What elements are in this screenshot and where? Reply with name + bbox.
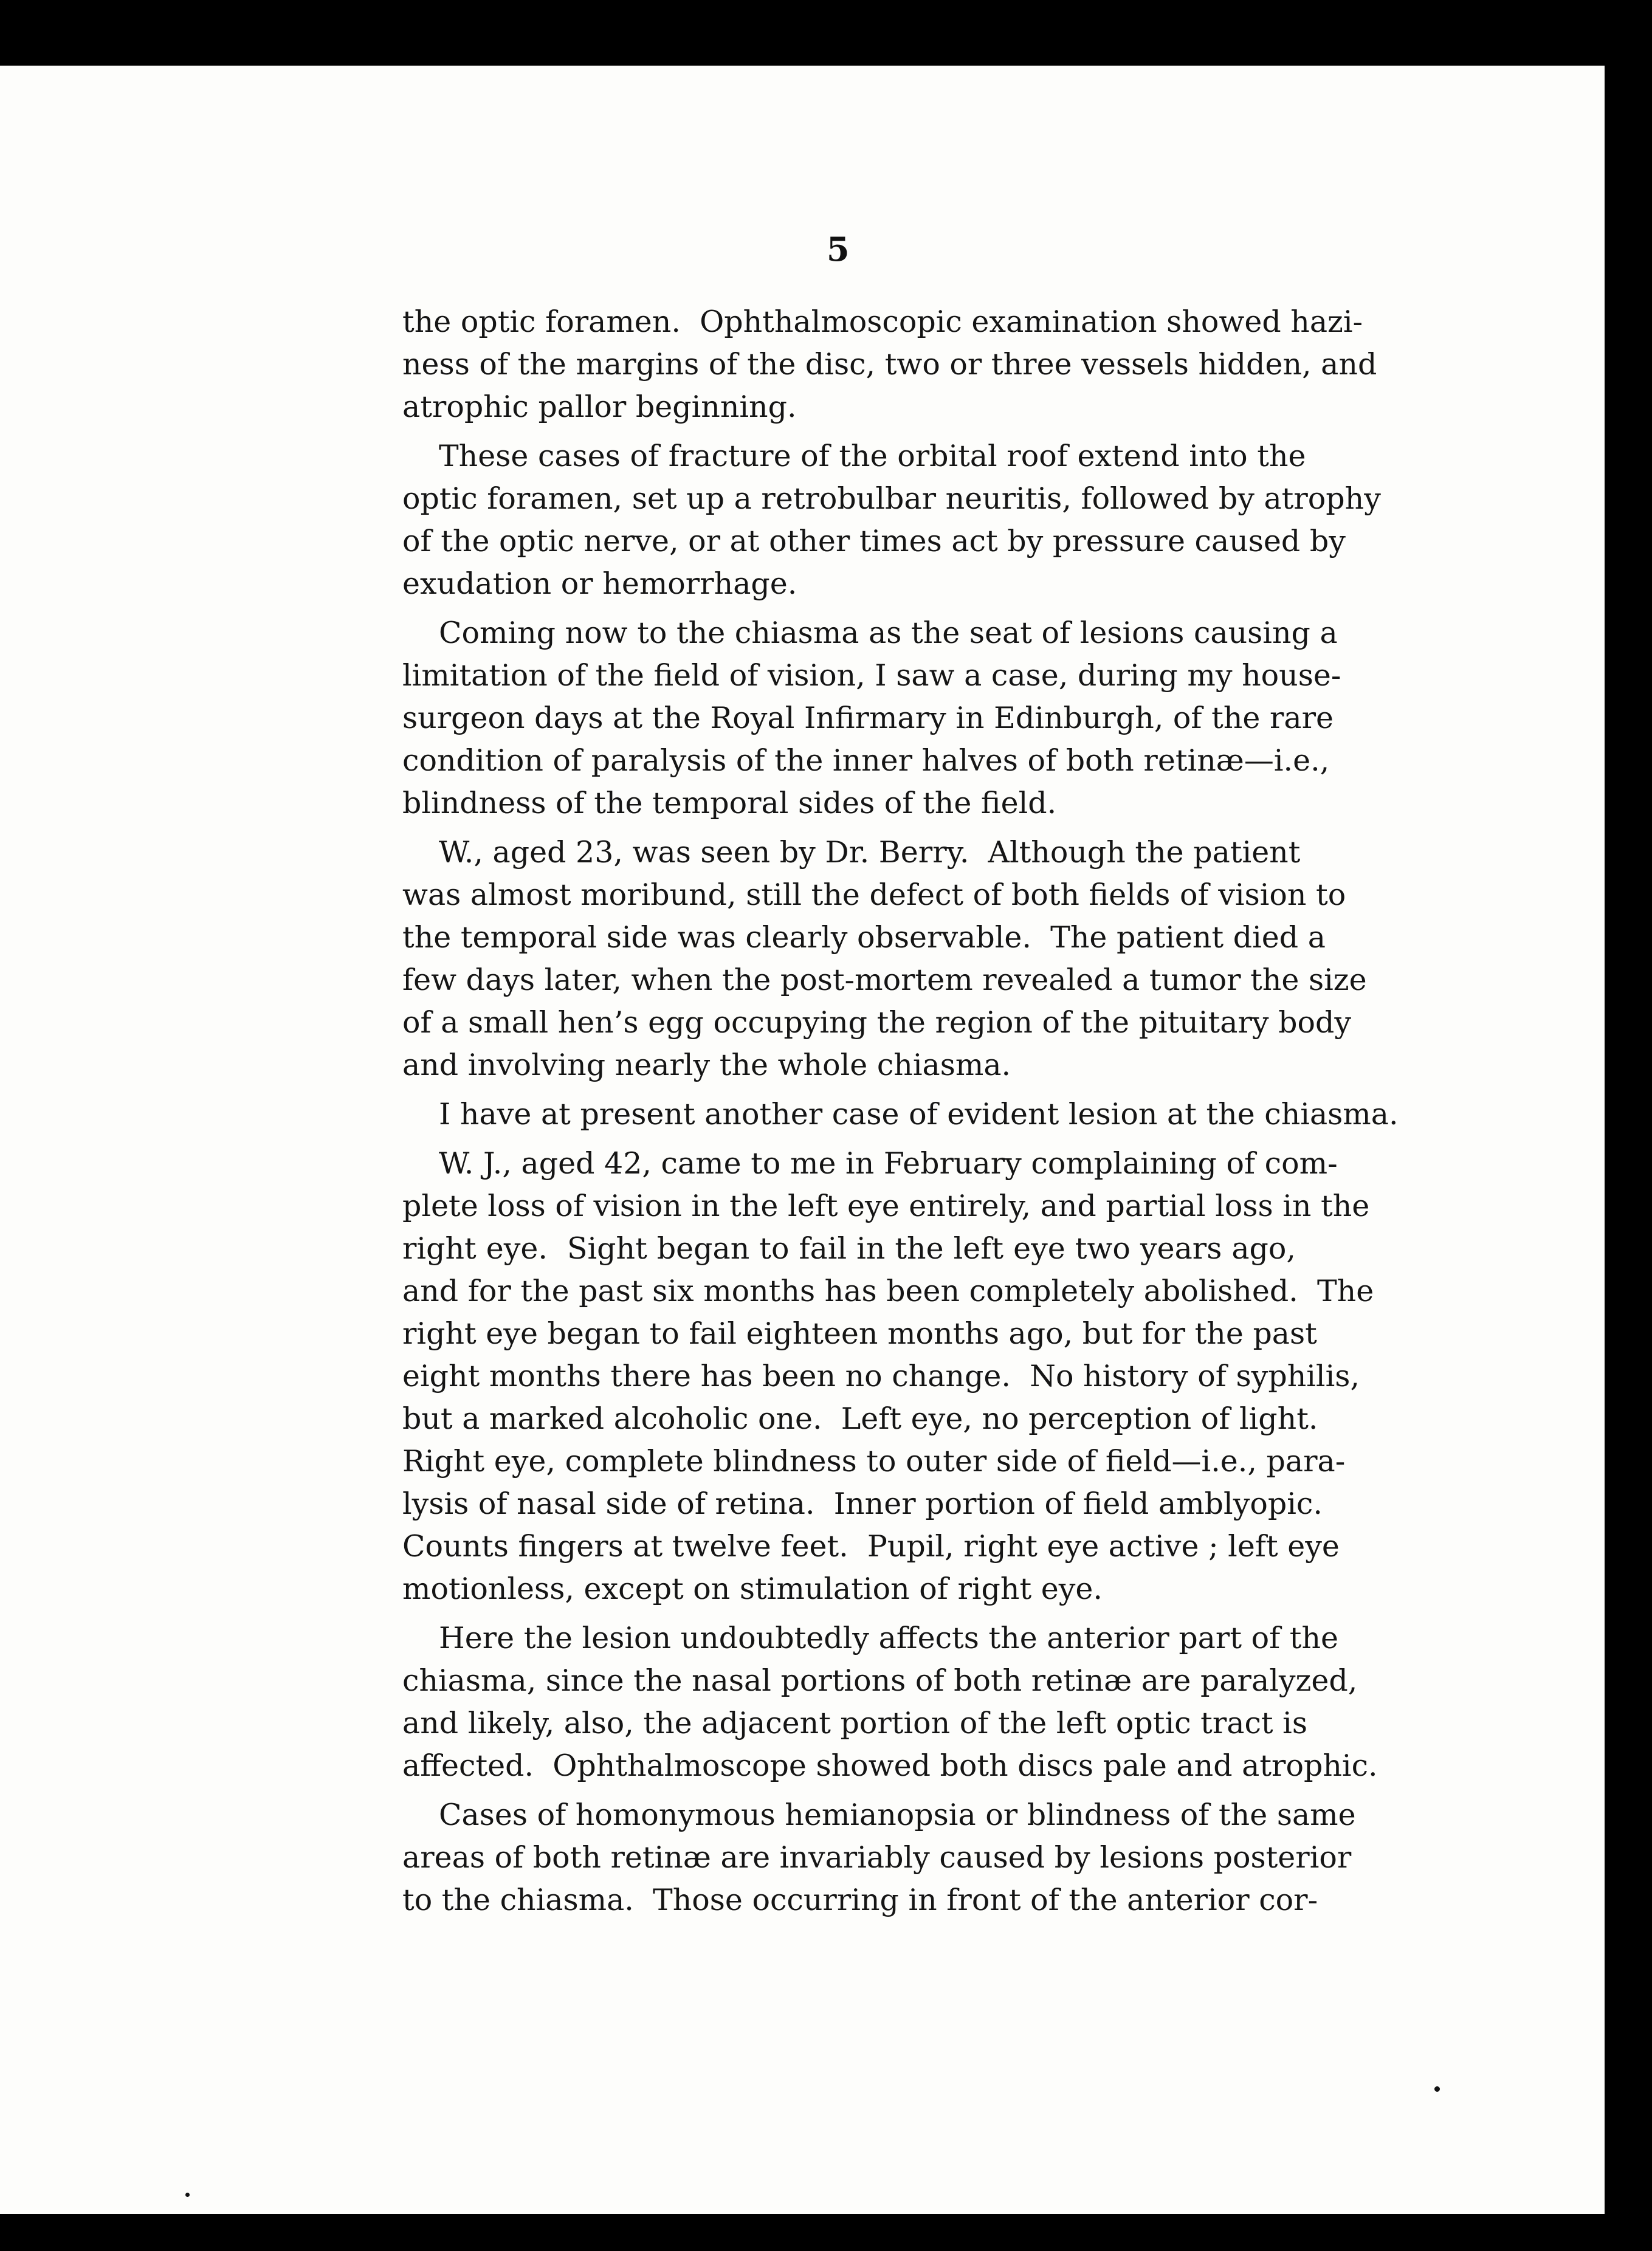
text-line: right eye. Sight began to fail in the left eye two years ago,: [402, 1231, 1296, 1266]
paragraph: [402, 301, 1377, 428]
text-line: to the chiasma. Those occurring in front of the anterior cor-: [402, 1883, 1318, 1917]
text-line: These cases of fracture of the orbital roof extend into the: [439, 439, 1306, 473]
text-line: motionless, except on stimulation of right eye.: [402, 1572, 1103, 1606]
text-line: but a marked alcoholic one. Left eye, no perception of light.: [402, 1401, 1318, 1436]
text-line: right eye began to fail eighteen months ago, but for the past: [402, 1316, 1317, 1351]
text-line: and for the past six months has been completely abolished. The: [402, 1274, 1374, 1308]
text-line: of the optic nerve, or at other times act by pressure caused by: [402, 524, 1346, 558]
text-line: the temporal side was clearly observable. The patient died a: [402, 920, 1326, 955]
text-line: and involving nearly the whole chiasma.: [402, 1048, 1011, 1082]
text-line: surgeon days at the Royal Infirmary in Edinburgh, of the rare: [402, 701, 1334, 735]
text-line: W., aged 23, was seen by Dr. Berry. Although the patient: [439, 835, 1301, 870]
paragraph: [402, 435, 1381, 605]
text-line: exudation or hemorrhage.: [402, 566, 797, 601]
page-number: 5: [827, 230, 850, 269]
text-line: the optic foramen. Ophthalmoscopic examination showed hazi-: [402, 304, 1363, 339]
text-line: Cases of homonymous hemianopsia or blindness of the same: [439, 1798, 1356, 1832]
text-line: and likely, also, the adjacent portion of the left optic tract is: [402, 1706, 1307, 1741]
paragraph: [402, 1617, 1378, 1787]
text-line: few days later, when the post-mortem revealed a tumor the size: [402, 963, 1367, 997]
text-line: limitation of the field of vision, I saw a case, during my house-: [402, 658, 1341, 693]
paragraph: [402, 1143, 1374, 1610]
ink-speck: [1434, 2086, 1440, 2092]
text-line: ness of the margins of the disc, two or three vessels hidden, and: [402, 347, 1377, 382]
text-line: eight months there has been no change. No history of syphilis,: [402, 1359, 1360, 1394]
text-line: chiasma, since the nasal portions of both retinæ are paralyzed,: [402, 1663, 1358, 1698]
text-line: optic foramen, set up a retrobulbar neuritis, followed by atrophy: [402, 481, 1381, 516]
text-line: blindness of the temporal sides of the field.: [402, 786, 1057, 820]
paragraph: [402, 831, 1367, 1087]
text-line: areas of both retinæ are invariably caused by lesions posterior: [402, 1840, 1352, 1875]
ink-speck: [185, 2193, 190, 2197]
text-line: atrophic pallor beginning.: [402, 390, 797, 424]
paragraph: [402, 1794, 1356, 1922]
text-line: lysis of nasal side of retina. Inner portion of field amblyopic.: [402, 1486, 1323, 1521]
paragraph: [402, 1093, 1399, 1136]
text-line: Counts fingers at twelve feet. Pupil, right eye active ; left eye: [402, 1529, 1340, 1564]
text-line: plete loss of vision in the left eye entirely, and partial loss in the: [402, 1189, 1370, 1223]
text-line: W. J., aged 42, came to me in February complaining of com-: [439, 1146, 1338, 1181]
text-line: condition of paralysis of the inner halves of both retinæ—i.e.,: [402, 743, 1330, 778]
text-line: of a small hen’s egg occupying the region of the pituitary body: [402, 1005, 1352, 1040]
text-line: was almost moribund, still the defect of both fields of vision to: [402, 878, 1346, 912]
text-line: affected. Ophthalmoscope showed both discs pale and atrophic.: [402, 1748, 1378, 1783]
text-line: Here the lesion undoubtedly affects the anterior part of the: [439, 1621, 1339, 1655]
text-line: I have at present another case of evident lesion at the chiasma.: [439, 1097, 1399, 1132]
text-line: Right eye, complete blindness to outer side of field—i.e., para-: [402, 1444, 1346, 1479]
body-text: [402, 301, 1399, 1928]
paragraph: [402, 612, 1341, 825]
text-line: Coming now to the chiasma as the seat of lesions causing a: [439, 616, 1338, 650]
